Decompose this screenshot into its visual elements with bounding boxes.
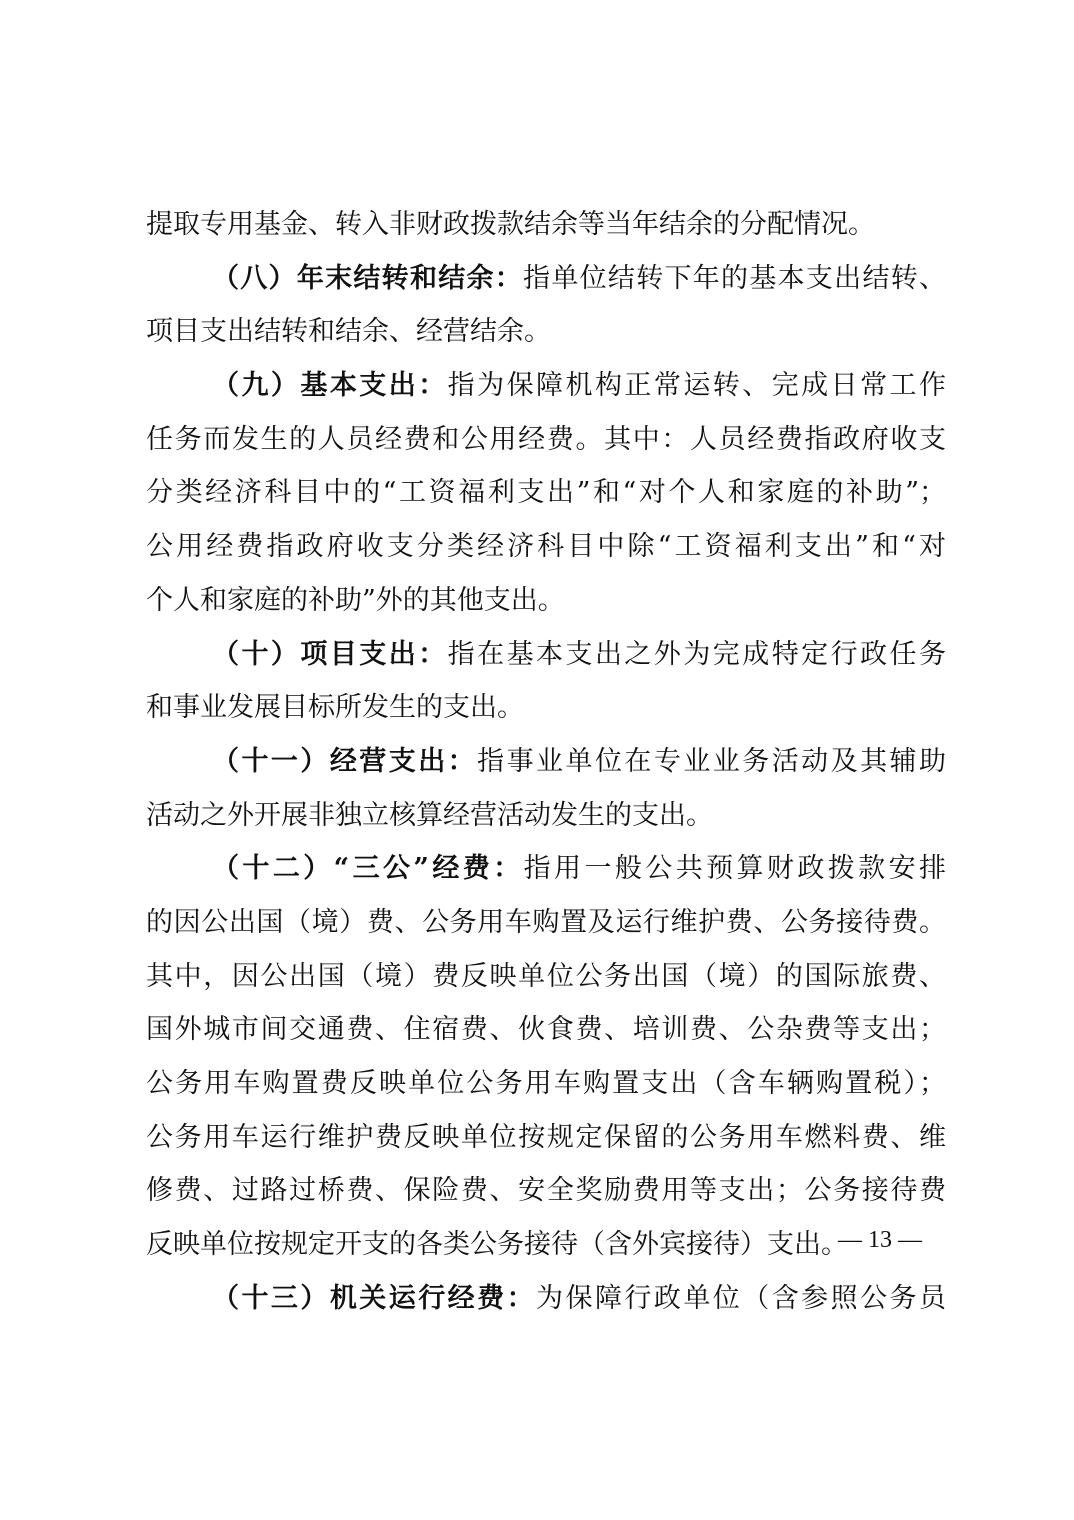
body-text	[146, 198, 946, 1325]
text-line: 项目支出结转和结余、经营结余。	[146, 316, 551, 348]
text-line	[146, 252, 946, 306]
section-heading: （十）项目支出：	[212, 638, 448, 670]
text-line: 反映单位按规定开支的各类公务接待（含外宾接待）支出。	[146, 1229, 848, 1261]
page-number: — 13 —	[838, 1227, 922, 1253]
text-line: 国外城市间交通费、住宿费、伙食费、培训费、公杂费等支出；	[146, 1014, 946, 1046]
text-line: 任务而发生的人员经费和公用经费。其中：人员经费指政府收支	[146, 423, 946, 455]
text-line	[146, 628, 946, 682]
text-line: 和事业发展目标所发生的支出。	[146, 692, 524, 724]
text-line	[146, 735, 946, 789]
text-line: 公务用车购置费反映单位公务用车购置支出（含车辆购置税）；	[146, 1068, 946, 1099]
section-heading: （十三）机关运行经费：	[212, 1282, 537, 1314]
line-text: 指单位结转下年的基本支出结转、	[523, 262, 946, 294]
text-line: 其中，因公出国（境）费反映单位公务出国（境）的国际旅费、	[146, 960, 946, 992]
text-line	[146, 1272, 946, 1326]
section-heading: （八）年末结转和结余：	[212, 262, 524, 294]
text-line: 个人和家庭的补助”外的其他支出。	[146, 584, 565, 616]
text-line: 修费、过路过桥费、保险费、安全奖励费用等支出；公务接待费	[146, 1175, 946, 1207]
section-heading: （九）基本支出：	[212, 370, 448, 402]
line-text: 为保障行政单位（含参照公务员	[536, 1282, 946, 1314]
text-line: 公务用车运行维护费反映单位按规定保留的公务用车燃料费、维	[146, 1121, 946, 1153]
section-heading: （十一）经营支出：	[212, 745, 478, 777]
text-line	[146, 359, 946, 413]
section-heading: （十二）“三公”经费：	[212, 853, 524, 885]
text-line: 提取专用基金、转入非财政拨款结余等当年结余的分配情况。	[146, 209, 875, 240]
line-text: 指事业单位在专业业务活动及其辅助	[477, 745, 946, 777]
line-text: 指用一般公共预算财政拨款安排	[523, 853, 946, 885]
text-line: 公用经费指政府收支分类经济科目中除“工资福利支出”和“对	[146, 531, 946, 563]
text-line	[146, 842, 946, 896]
line-text: 指为保障机构正常运转、完成日常工作	[447, 370, 946, 402]
text-line: 的因公出国（境）费、公务用车购置及运行维护费、公务接待费。	[146, 906, 946, 938]
line-text: 指在基本支出之外为完成特定行政任务	[447, 638, 946, 670]
text-line: 分类经济科目中的“工资福利支出”和“对个人和家庭的补助”；	[146, 477, 946, 509]
text-line: 活动之外开展非独立核算经营活动发生的支出。	[146, 799, 713, 831]
